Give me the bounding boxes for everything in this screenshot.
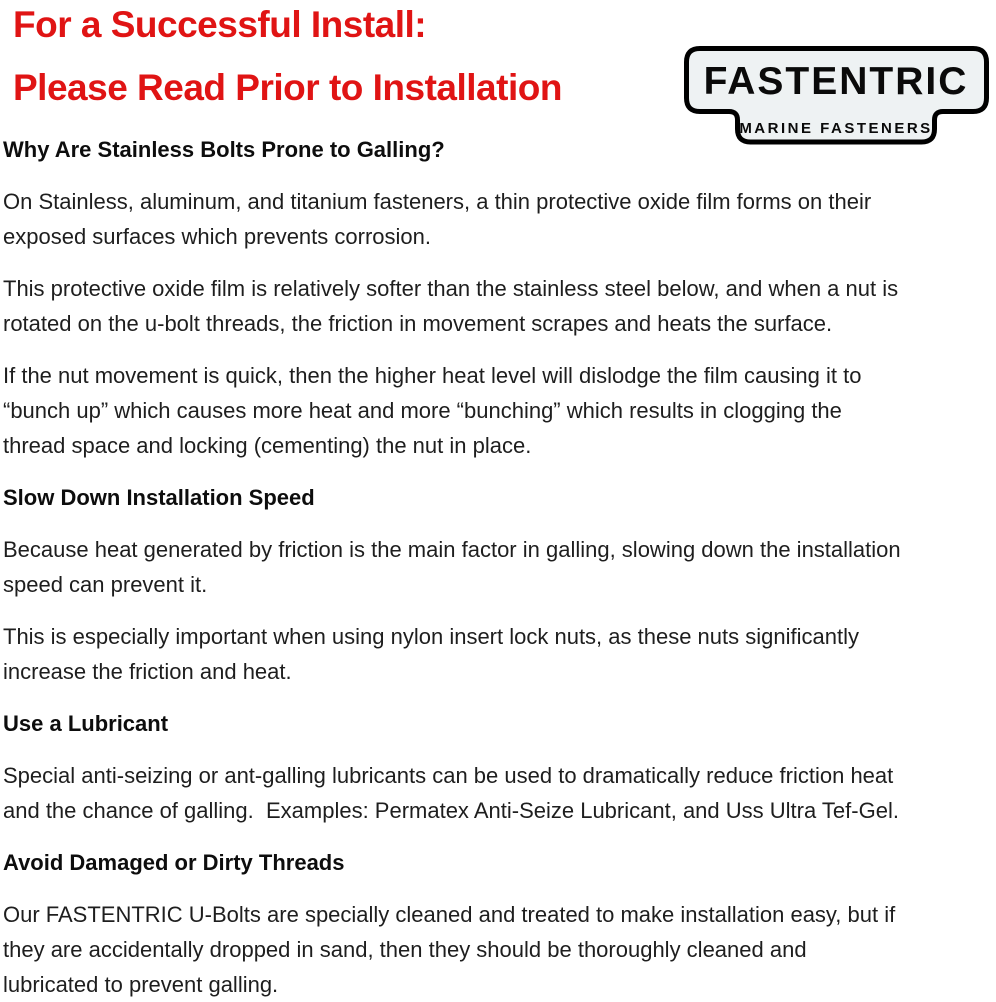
paragraph-line: they are accidentally dropped in sand, then they should be thoroughly cleaned and — [3, 937, 807, 962]
paragraph-line: exposed surfaces which prevents corrosion. — [3, 224, 431, 249]
section-heading: Use a Lubricant — [3, 711, 169, 736]
logo-brand-text: FASTENTRIC — [703, 60, 969, 103]
paragraph — [3, 358, 993, 463]
logo-tagline-text: MARINE FASTENERS — [739, 120, 933, 137]
section-heading: Why Are Stainless Bolts Prone to Galling? — [3, 137, 445, 162]
fastentric-logo — [684, 46, 990, 146]
paragraph — [3, 758, 993, 828]
paragraph-line: This protective oxide film is relatively softer than the stainless steel below, and when a nut is — [3, 276, 899, 301]
paragraph-line: Because heat generated by friction is the main factor in galling, slowing down the installation — [3, 537, 901, 562]
paragraph-line: On Stainless, aluminum, and titanium fasteners, a thin protective oxide film forms on their — [3, 189, 872, 214]
paragraph — [3, 897, 993, 1002]
section-heading: Slow Down Installation Speed — [3, 485, 315, 510]
paragraph-line: and the chance of galling. Examples: Permatex Anti-Seize Lubricant, and Uss Ultra Tef-Gel. — [3, 798, 899, 823]
paragraph — [3, 532, 993, 602]
paragraph-line: speed can prevent it. — [3, 572, 208, 597]
document-body — [3, 132, 993, 1002]
paragraph-line: Special anti-seizing or ant-galling lubricants can be used to dramatically reduce friction heat — [3, 763, 894, 788]
paragraph-line: thread space and locking (cementing) the nut in place. — [3, 433, 532, 458]
paragraph-line: “bunch up” which causes more heat and more “bunching” which results in clogging the — [3, 398, 842, 423]
paragraph — [3, 184, 993, 254]
paragraph-line: Our FASTENTRIC U-Bolts are specially cleaned and treated to make installation easy, but if — [3, 902, 896, 927]
paragraph-line: This is especially important when using nylon insert lock nuts, as these nuts significantly — [3, 624, 859, 649]
paragraph-line: rotated on the u-bolt threads, the friction in movement scrapes and heats the surface. — [3, 311, 833, 336]
fastentric-logo-badge-icon — [684, 46, 990, 146]
paragraph-line: increase the friction and heat. — [3, 659, 292, 684]
paragraph-line: lubricated to prevent galling. — [3, 972, 279, 997]
paragraph-line: If the nut movement is quick, then the higher heat level will dislodge the film causing it to — [3, 363, 862, 388]
page-title-line2: Please Read Prior to Installation — [13, 67, 562, 108]
paragraph — [3, 619, 993, 689]
page-title-line1: For a Successful Install: — [13, 4, 427, 45]
section-heading: Avoid Damaged or Dirty Threads — [3, 850, 345, 875]
paragraph — [3, 271, 993, 341]
